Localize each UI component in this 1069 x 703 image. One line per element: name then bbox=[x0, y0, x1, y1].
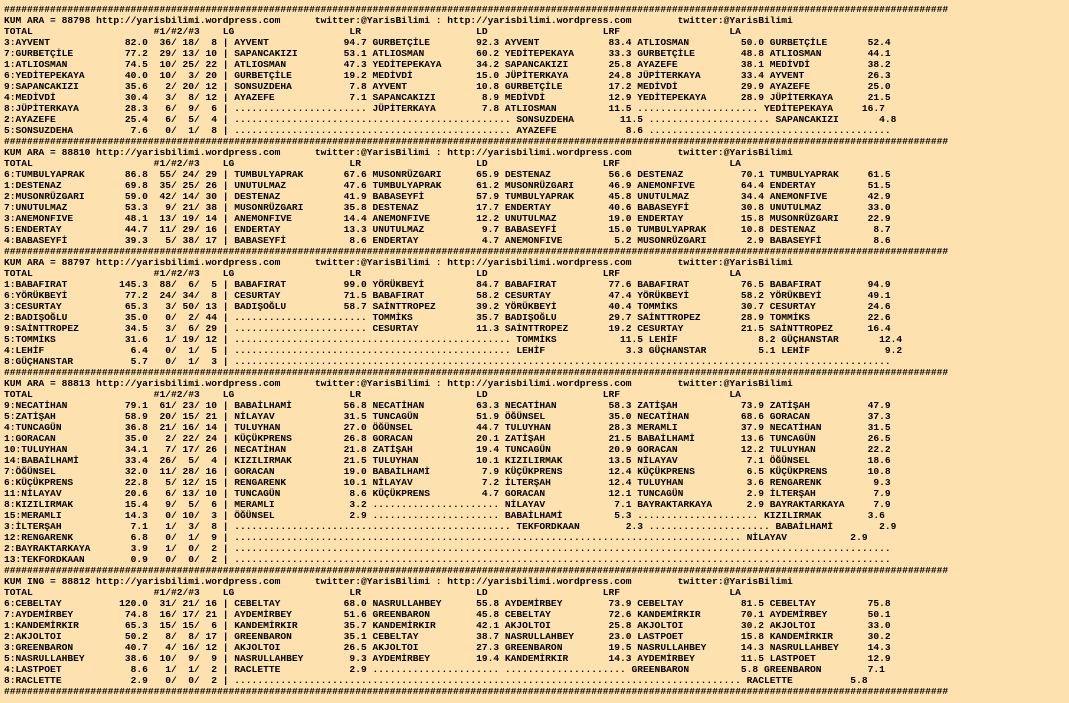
data-row: 7:ÖĞÜNSEL 32.0 11/ 28/ 16 | GORACAN 19.0 BABAİLHAMİ 7.9 KÜÇÜKPRENS 12.4 KÜÇÜKPRENS 6.5 KÜÇÜKPRENS 10.8 bbox=[4, 466, 891, 477]
data-row: 4:LEHİF 6.4 0/ 1/ 5 | ................................................ LEHİF 3.3 GÜÇHANSTAR 5.1 LEHİF 9.2 bbox=[4, 345, 903, 356]
data-row: 4:MEDİVDİ 30.4 3/ 8/ 12 | AYAZEFE 7.1 SAPANCAKIZI 8.9 MEDİVDİ 12.9 YEDİTEPEKAYA 28.9 JÜPİTERKAYA 21.5 bbox=[4, 92, 891, 103]
race-header-line: KUM ARA = 88810 http://yarisbilimi.wordpress.com twitter:@YarisBilimi : http://yarisbilimi.wordpress.com twitter:@YarisBilimi bbox=[4, 147, 793, 158]
data-row: 9:SAİNTTROPEZ 34.5 3/ 6/ 29 | ....................... CESURTAY 11.3 SAİNTTROPEZ 19.2 CESURTAY 21.5 SAİNTTROPEZ 16.4 bbox=[4, 323, 891, 334]
data-row: 3:CESURTAY 65.3 3/ 50/ 13 | BADIŞOĞLU 58.7 SAİNTTROPEZ 39.2 YÖRÜKBEYİ 40.4 TOMMİKS 30.7 CESURTAY 24.6 bbox=[4, 301, 891, 312]
data-row: 8:RACLETTE 2.9 0/ 0/ 2 | ........................................................................................ RACLETTE 5.8 bbox=[4, 675, 868, 686]
separator-line: #################################################################################################################################################################### bbox=[4, 4, 949, 15]
race-header-line: KUM ARA = 88813 http://yarisbilimi.wordpress.com twitter:@YarisBilimi : http://yarisbilimi.wordpress.com twitter:@YarisBilimi bbox=[4, 378, 793, 389]
separator-line: #################################################################################################################################################################### bbox=[4, 136, 949, 147]
data-row: 7:UNUTULMAZ 53.3 9/ 21/ 38 | MUSONRÜZGARI 35.8 DESTENAZ 17.7 ENDERTAY 40.6 BABASEYFİ 30.8 UNUTULMAZ 33.0 bbox=[4, 202, 891, 213]
separator-line: #################################################################################################################################################################### bbox=[4, 367, 949, 378]
data-row: 15:MERAMLI 14.3 0/ 10/ 3 | ÖĞÜNSEL 2.9 ...................... BABAİLHAMİ 5.3 ..................... KIZILIRMAK 3.6 bbox=[4, 510, 885, 521]
data-row: 1:KANDEMİRKIR 65.3 15/ 15/ 6 | KANDEMİRKIR 35.7 KANDEMİRKIR 42.1 AKJOLTOI 25.8 AKJOLTOI 30.2 AKJOLTOI 33.0 bbox=[4, 620, 891, 631]
data-row: 4:BABASEYFİ 39.3 5/ 38/ 17 | BABASEYFİ 8.6 ENDERTAY 4.7 ANEMONFIVE 5.2 MUSONRÜZGARI 2.9 BABASEYFİ 8.6 bbox=[4, 235, 891, 246]
data-row: 3:ANEMONFIVE 48.1 13/ 19/ 14 | ANEMONFIVE 14.4 ANEMONFIVE 12.2 UNUTULMAZ 19.0 ENDERTAY 15.8 MUSONRÜZGARI 22.9 bbox=[4, 213, 891, 224]
data-row: 11:NİLAYAV 20.6 6/ 13/ 10 | TUNCAGÜN 8.6 KÜÇÜKPRENS 4.7 GORACAN 12.1 TUNCAGÜN 2.9 İLTERŞAH 7.9 bbox=[4, 488, 891, 499]
data-row: 5:NASRULLAHBEY 38.6 10/ 9/ 9 | NASRULLAHBEY 9.3 AYDEMİRBEY 19.4 KANDEMİRKIR 14.3 AYDEMİRBEY 11.5 LASTPOET 12.9 bbox=[4, 653, 891, 664]
data-row: 8:JÜPİTERKAYA 28.3 6/ 9/ 6 | ....................... JÜPİTERKAYA 7.8 ATLIOSMAN 11.5 ..................... YEDİTEPEKAYA 16.7 bbox=[4, 103, 885, 114]
column-header-line: TOTAL #1/#2/#3 LG LR LD LRF LA bbox=[4, 268, 741, 279]
data-row: 6:TUMBULYAPRAK 86.8 55/ 24/ 29 | TUMBULYAPRAK 67.6 MUSONRÜZGARI 65.9 DESTENAZ 56.6 DESTENAZ 70.1 TUMBULYAPRAK 61.5 bbox=[4, 169, 891, 180]
data-row: 2:BAYRAKTARKAYA 3.9 1/ 0/ 2 | .................................................................................................................. bbox=[4, 543, 891, 554]
separator-line: #################################################################################################################################################################### bbox=[4, 565, 949, 576]
data-row: 5:ZATİŞAH 58.9 20/ 15/ 21 | NİLAYAV 31.5 TUNCAGÜN 51.9 ÖĞÜNSEL 35.0 NECATİHAN 68.6 GORACAN 37.3 bbox=[4, 411, 891, 422]
data-row: 5:SONSUZDEHA 7.6 0/ 1/ 8 | ................................................ AYAZEFE 8.6 .......................................... bbox=[4, 125, 891, 136]
data-row: 12:RENGARENK 6.8 0/ 1/ 9 | ........................................................................................ NİLAYAV 2.9 bbox=[4, 532, 868, 543]
race-header-line: KUM ARA = 88797 http://yarisbilimi.wordpress.com twitter:@YarisBilimi : http://yarisbilimi.wordpress.com twitter:@YarisBilimi bbox=[4, 257, 793, 268]
separator-line: #################################################################################################################################################################### bbox=[4, 246, 949, 257]
data-row: 6:YEDİTEPEKAYA 40.0 10/ 3/ 20 | GURBETÇİLE 19.2 MEDİVDİ 15.0 JÜPİTERKAYA 24.8 JÜPİTERKAYA 33.4 AYVENT 26.3 bbox=[4, 70, 891, 81]
data-row: 9:NECATİHAN 79.1 61/ 23/ 10 | BABAİLHAMİ 56.8 NECATİHAN 63.3 NECATİHAN 58.3 ZATİŞAH 73.9 ZATİŞAH 47.9 bbox=[4, 400, 891, 411]
column-header-line: TOTAL #1/#2/#3 LG LR LD LRF LA bbox=[4, 587, 741, 598]
data-row: 9:SAPANCAKIZI 35.6 2/ 20/ 12 | SONSUZDEHA 7.8 AYVENT 10.8 GURBETÇİLE 17.2 MEDİVDİ 29.9 AYAZEFE 25.0 bbox=[4, 81, 891, 92]
data-row: 14:BABAİLHAMİ 33.4 26/ 5/ 4 | KIZILIRMAK 21.5 TULUYHAN 10.1 KIZILIRMAK 13.5 NİLAYAV 7.1 ÖĞÜNSEL 18.6 bbox=[4, 455, 891, 466]
data-row: 1:DESTENAZ 69.8 35/ 25/ 26 | UNUTULMAZ 47.6 TUMBULYAPRAK 61.2 MUSONRÜZGARI 46.9 ANEMONFIVE 64.4 ENDERTAY 51.5 bbox=[4, 180, 891, 191]
data-row: 8:KIZILIRMAK 15.4 9/ 5/ 6 | MERAMLI 3.2 ...................... NİLAYAV 7.1 BAYRAKTARKAYA 2.9 BAYRAKTARKAYA 7.9 bbox=[4, 499, 891, 510]
column-header-line: TOTAL #1/#2/#3 LG LR LD LRF LA bbox=[4, 158, 741, 169]
race-header-line: KUM ARA = 88798 http://yarisbilimi.wordpress.com twitter:@YarisBilimi : http://yarisbilimi.wordpress.com twitter:@YarisBilimi bbox=[4, 15, 793, 26]
column-header-line: TOTAL #1/#2/#3 LG LR LD LRF LA bbox=[4, 389, 741, 400]
data-row: 2:BADIŞOĞLU 35.0 0/ 2/ 44 | ....................... TOMMİKS 35.7 BADIŞOĞLU 29.7 SAİNTTROPEZ 28.9 TOMMİKS 22.6 bbox=[4, 312, 891, 323]
data-row: 2:MUSONRÜZGARI 59.0 42/ 14/ 30 | DESTENAZ 41.9 BABASEYFİ 57.9 TUMBULYAPRAK 45.8 UNUTULMAZ 34.4 ANEMONFIVE 42.9 bbox=[4, 191, 891, 202]
data-row: 3:GREENBARON 40.7 4/ 16/ 12 | AKJOLTOI 26.5 AKJOLTOI 27.3 GREENBARON 19.5 NASRULLAHBEY 14.3 NASRULLAHBEY 14.3 bbox=[4, 642, 891, 653]
data-row: 5:TOMMİKS 31.6 1/ 19/ 12 | ................................................ TOMMİKS 11.5 LEHİF 8.2 GÜÇHANSTAR 12.4 bbox=[4, 334, 903, 345]
data-row: 2:AKJOLTOI 50.2 8/ 8/ 17 | GREENBARON 35.1 CEBELTAY 38.7 NASRULLAHBEY 23.0 LASTPOET 15.8 KANDEMİRKIR 30.2 bbox=[4, 631, 891, 642]
data-row: 4:LASTPOET 8.6 1/ 1/ 2 | RACLETTE 2.9 ...................... ..................... GREENBARON 5.8 GREENBARON 7.1 bbox=[4, 664, 885, 675]
column-header-line: TOTAL #1/#2/#3 LG LR LD LRF LA bbox=[4, 26, 741, 37]
data-row: 8:GÜÇHANSTAR 5.7 0/ 1/ 3 | .................................................................................................................. bbox=[4, 356, 891, 367]
data-row: 3:İLTERŞAH 7.1 1/ 3/ 8 | ................................................ TEKFORDKAAN 2.3 ..................... BABAİLHAMİ 2.9 bbox=[4, 521, 897, 532]
data-row: 3:AYVENT 82.0 36/ 18/ 8 | AYVENT 94.7 GURBETÇİLE 92.3 AYVENT 83.4 ATLIOSMAN 50.0 GURBETÇİLE 52.4 bbox=[4, 37, 891, 48]
data-row: 6:CEBELTAY 120.0 31/ 21/ 16 | CEBELTAY 68.0 NASRULLAHBEY 55.8 AYDEMİRBEY 73.9 CEBELTAY 81.5 CEBELTAY 75.8 bbox=[4, 598, 891, 609]
separator-line: #################################################################################################################################################################### bbox=[4, 686, 949, 697]
data-row: 7:GURBETÇİLE 77.2 29/ 13/ 10 | SAPANCAKIZI 53.1 ATLIOSMAN 60.2 YEDİTEPEKAYA 33.3 GURBETÇİLE 48.8 ATLIOSMAN 44.1 bbox=[4, 48, 891, 59]
data-row: 1:BABAFIRAT 145.3 88/ 6/ 5 | BABAFIRAT 99.0 YÖRÜKBEYİ 84.7 BABAFIRAT 77.6 BABAFIRAT 76.5 BABAFIRAT 94.9 bbox=[4, 279, 891, 290]
race-header-line: KUM ING = 88812 http://yarisbilimi.wordpress.com twitter:@YarisBilimi : http://yarisbilimi.wordpress.com twitter:@YarisBilimi bbox=[4, 576, 793, 587]
data-row: 1:GORACAN 35.0 2/ 22/ 24 | KÜÇÜKPRENS 26.8 GORACAN 20.1 ZATİŞAH 21.5 BABAİLHAMİ 13.6 TUNCAGÜN 26.5 bbox=[4, 433, 891, 444]
data-row: 2:AYAZEFE 25.4 6/ 5/ 4 | ................................................ SONSUZDEHA 11.5 ..................... SAPANCAKIZI 4.8 bbox=[4, 114, 897, 125]
data-row: 7:AYDEMİRBEY 74.8 16/ 17/ 21 | AYDEMİRBEY 51.6 GREENBARON 45.8 CEBELTAY 72.6 KANDEMİRKIR 70.1 AYDEMİRBEY 50.1 bbox=[4, 609, 891, 620]
data-row: 10:TULUYHAN 34.1 7/ 17/ 26 | NECATİHAN 21.8 ZATİŞAH 19.4 TUNCAGÜN 20.9 GORACAN 12.2 TULUYHAN 22.2 bbox=[4, 444, 891, 455]
data-row: 13:TEKFORDKAAN 0.9 0/ 0/ 2 | .................................................................................................................. bbox=[4, 554, 891, 565]
data-row: 1:ATLIOSMAN 74.5 10/ 25/ 22 | ATLIOSMAN 47.3 YEDİTEPEKAYA 34.2 SAPANCAKIZI 25.8 AYAZEFE 38.1 MEDİVDİ 38.2 bbox=[4, 59, 891, 70]
data-row: 6:YÖRÜKBEYİ 77.2 24/ 34/ 8 | CESURTAY 71.5 BABAFIRAT 58.2 CESURTAY 47.4 YÖRÜKBEYİ 58.2 YÖRÜKBEYİ 49.1 bbox=[4, 290, 891, 301]
data-row: 4:TUNCAGÜN 36.8 21/ 16/ 14 | TULUYHAN 27.0 ÖĞÜNSEL 44.7 TULUYHAN 28.3 MERAMLI 37.9 NECATİHAN 31.5 bbox=[4, 422, 891, 433]
data-row: 5:ENDERTAY 44.7 11/ 29/ 16 | ENDERTAY 13.3 UNUTULMAZ 9.7 BABASEYFİ 15.0 TUMBULYAPRAK 10.8 DESTENAZ 8.7 bbox=[4, 224, 891, 235]
data-row: 6:KÜÇÜKPRENS 22.8 5/ 12/ 15 | RENGARENK 10.1 NİLAYAV 7.2 İLTERŞAH 12.4 TULUYHAN 3.6 RENGARENK 9.3 bbox=[4, 477, 891, 488]
